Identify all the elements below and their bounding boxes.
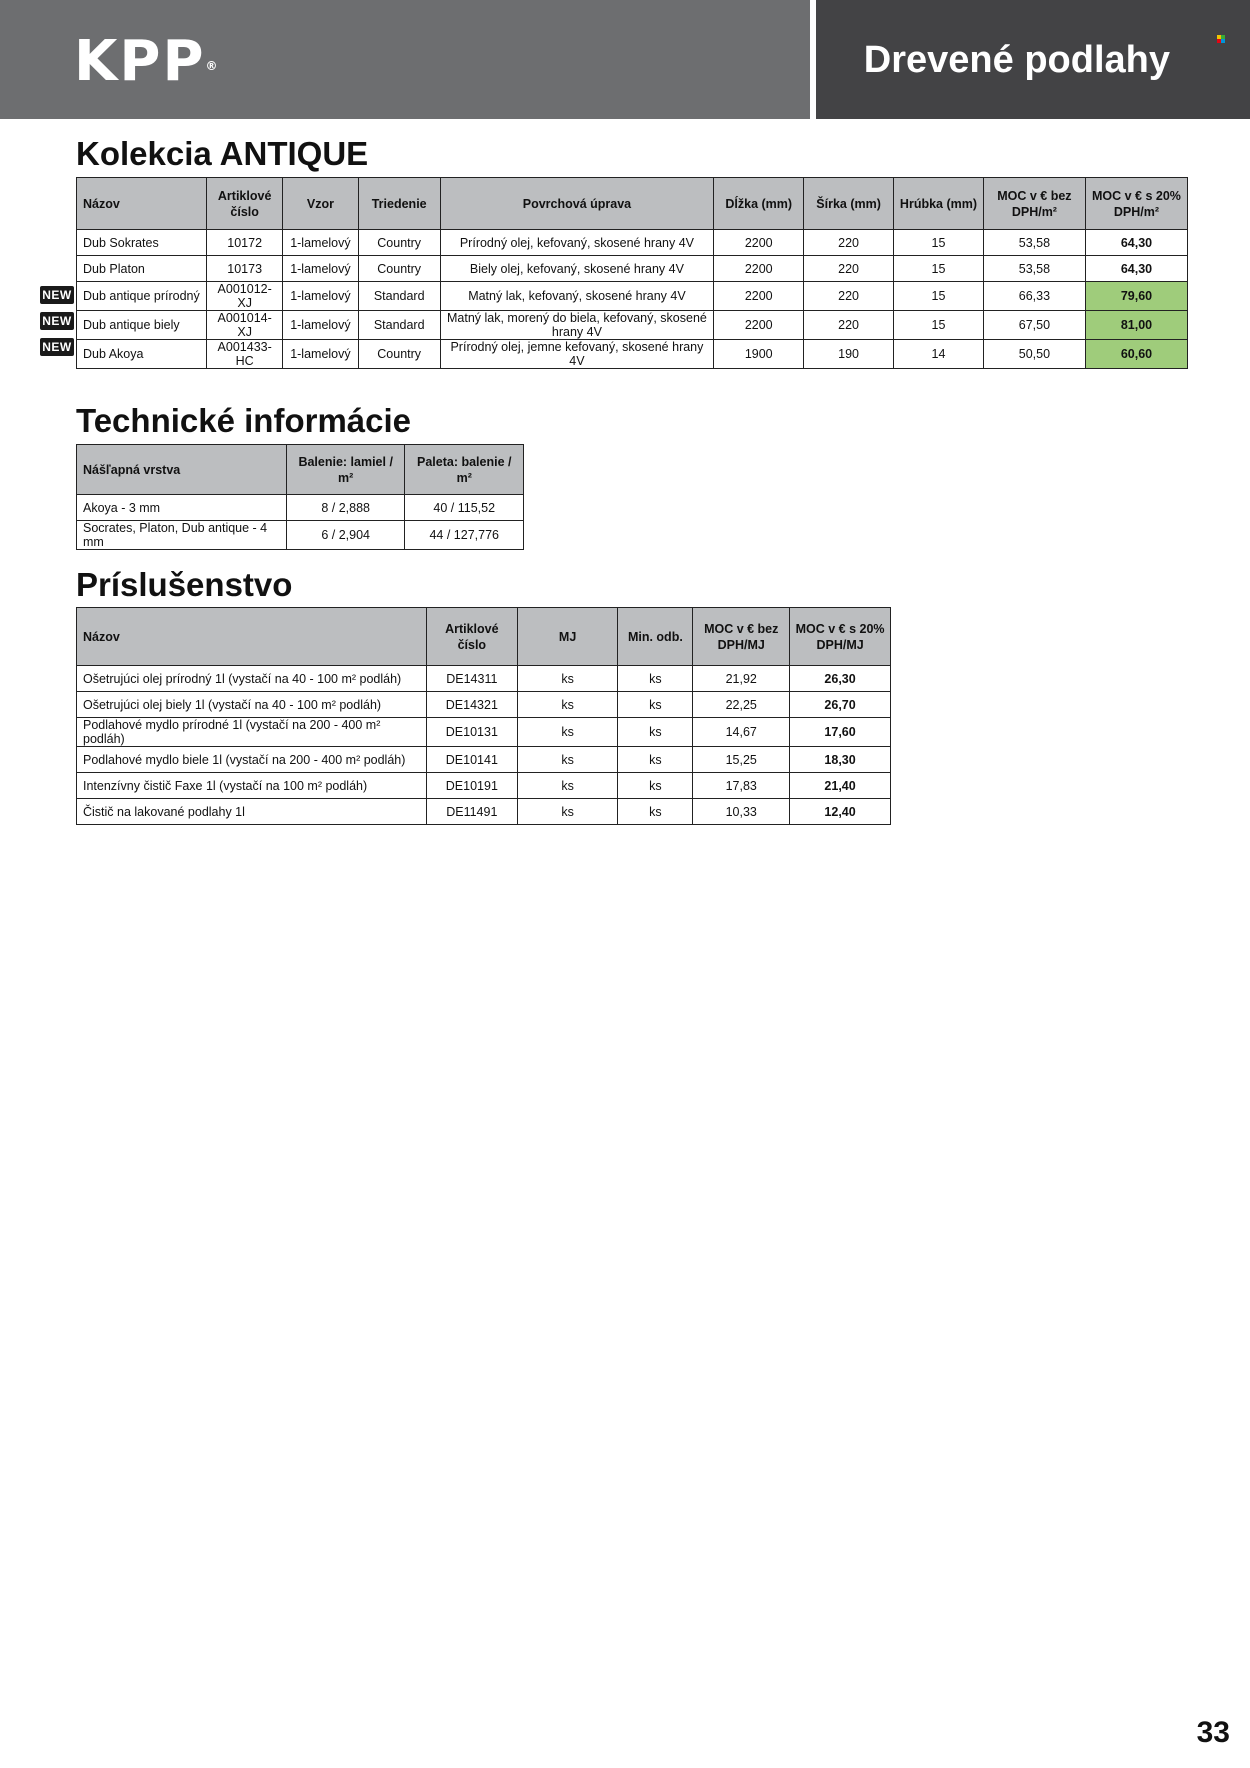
col-triedenie: Triedenie <box>358 178 440 230</box>
cell-moc-bez: 53,58 <box>983 256 1085 282</box>
cell-hrubka: 15 <box>894 256 984 282</box>
cell-acc-min: ks <box>618 747 693 773</box>
cell-dlzka: 2200 <box>714 311 804 340</box>
cell-moc-bez: 67,50 <box>983 311 1085 340</box>
tech-title: Technické informácie <box>76 402 412 439</box>
color-dot <box>1221 39 1225 43</box>
cell-acc-nazov: Podlahové mydlo biele 1l (vystačí na 200 - 400 m² podláh) <box>77 747 427 773</box>
cell-sirka: 220 <box>804 256 894 282</box>
table-row <box>77 718 891 747</box>
new-badge: NEW <box>40 338 74 356</box>
cell-acc-s: 26,70 <box>790 692 891 718</box>
cell-artikel: 10173 <box>207 256 283 282</box>
cell-paleta: 44 / 127,776 <box>405 521 524 550</box>
cell-nazov: Dub antique biely <box>77 311 207 340</box>
cell-acc-mj: ks <box>517 718 618 747</box>
col-dlzka: Dĺžka (mm) <box>714 178 804 230</box>
cell-artikel: A001433-HC <box>207 340 283 369</box>
table-row <box>77 311 1188 340</box>
cell-nazov: Dub Akoya <box>77 340 207 369</box>
cell-hrubka: 14 <box>894 340 984 369</box>
cell-artikel: 10172 <box>207 230 283 256</box>
cell-triedenie: Country <box>358 230 440 256</box>
cell-sirka: 220 <box>804 282 894 311</box>
cell-artikel: A001012-XJ <box>207 282 283 311</box>
col-moc-bez: MOC v € bez DPH/m² <box>983 178 1085 230</box>
color-dots-icon <box>1217 35 1225 43</box>
cell-acc-nazov: Ošetrujúci olej prírodný 1l (vystačí na 40 - 100 m² podláh) <box>77 666 427 692</box>
cell-uprava: Prírodný olej, jemne kefovaný, skosené hrany 4V <box>440 340 714 369</box>
col-nazov: Názov <box>77 178 207 230</box>
cell-acc-mj: ks <box>517 692 618 718</box>
logo-text: KPP <box>74 29 206 94</box>
cell-moc-s: 81,00 <box>1085 311 1187 340</box>
table-row <box>77 773 891 799</box>
table-row <box>77 282 1188 311</box>
cell-moc-bez: 50,50 <box>983 340 1085 369</box>
cell-acc-min: ks <box>618 666 693 692</box>
cell-acc-s: 12,40 <box>790 799 891 825</box>
col-balenie: Balenie: lamiel / m² <box>286 445 405 495</box>
cell-uprava: Matný lak, morený do biela, kefovaný, skosené hrany 4V <box>440 311 714 340</box>
cell-acc-min: ks <box>618 799 693 825</box>
cell-sirka: 220 <box>804 311 894 340</box>
cell-vzor: 1-lamelový <box>283 230 359 256</box>
col-artikel: Artiklové číslo <box>207 178 283 230</box>
cell-acc-nazov: Čistič na lakované podlahy 1l <box>77 799 427 825</box>
col-acc-s: MOC v € s 20% DPH/MJ <box>790 608 891 666</box>
cell-acc-nazov: Podlahové mydlo prírodné 1l (vystačí na 200 - 400 m² podláh) <box>77 718 427 747</box>
cell-triedenie: Standard <box>358 311 440 340</box>
cell-acc-bez: 22,25 <box>693 692 790 718</box>
cell-acc-s: 17,60 <box>790 718 891 747</box>
table-row <box>77 692 891 718</box>
table-row <box>77 747 891 773</box>
cell-acc-mj: ks <box>517 799 618 825</box>
table-row <box>77 799 891 825</box>
cell-moc-bez: 53,58 <box>983 230 1085 256</box>
col-acc-min: Min. odb. <box>618 608 693 666</box>
cell-acc-s: 26,30 <box>790 666 891 692</box>
table-row <box>77 230 1188 256</box>
col-acc-mj: MJ <box>517 608 618 666</box>
antique-title: Kolekcia ANTIQUE <box>76 135 369 172</box>
cell-vzor: 1-lamelový <box>283 256 359 282</box>
cell-acc-artikel: DE10141 <box>426 747 517 773</box>
acc-table <box>76 607 891 825</box>
cell-acc-artikel: DE10131 <box>426 718 517 747</box>
cell-sirka: 190 <box>804 340 894 369</box>
col-acc-bez: MOC v € bez DPH/MJ <box>693 608 790 666</box>
col-vzor: Vzor <box>283 178 359 230</box>
cell-acc-min: ks <box>618 692 693 718</box>
cell-paleta: 40 / 115,52 <box>405 495 524 521</box>
cell-acc-nazov: Intenzívny čistič Faxe 1l (vystačí na 100 m² podláh) <box>77 773 427 799</box>
section-title: Drevené podlahy <box>863 39 1170 81</box>
cell-uprava: Prírodný olej, kefovaný, skosené hrany 4V <box>440 230 714 256</box>
cell-acc-artikel: DE10191 <box>426 773 517 799</box>
cell-acc-artikel: DE14321 <box>426 692 517 718</box>
cell-moc-s: 60,60 <box>1085 340 1187 369</box>
cell-acc-artikel: DE11491 <box>426 799 517 825</box>
cell-acc-s: 18,30 <box>790 747 891 773</box>
cell-moc-bez: 66,33 <box>983 282 1085 311</box>
col-moc-s: MOC v € s 20% DPH/m² <box>1085 178 1187 230</box>
new-badge: NEW <box>40 312 74 330</box>
cell-moc-s: 79,60 <box>1085 282 1187 311</box>
cell-dlzka: 1900 <box>714 340 804 369</box>
col-sirka: Šírka (mm) <box>804 178 894 230</box>
cell-vrstva: Socrates, Platon, Dub antique - 4 mm <box>77 521 287 550</box>
cell-vzor: 1-lamelový <box>283 340 359 369</box>
logo-registered-mark: ® <box>205 59 220 73</box>
cell-uprava: Biely olej, kefovaný, skosené hrany 4V <box>440 256 714 282</box>
cell-triedenie: Standard <box>358 282 440 311</box>
cell-vzor: 1-lamelový <box>283 282 359 311</box>
cell-triedenie: Country <box>358 340 440 369</box>
antique-table <box>76 177 1188 369</box>
new-badge: NEW <box>40 286 74 304</box>
cell-dlzka: 2200 <box>714 256 804 282</box>
col-hrubka: Hrúbka (mm) <box>894 178 984 230</box>
cell-acc-artikel: DE14311 <box>426 666 517 692</box>
cell-dlzka: 2200 <box>714 282 804 311</box>
acc-title: Príslušenstvo <box>76 566 293 603</box>
table-row <box>77 495 524 521</box>
cell-balenie: 6 / 2,904 <box>286 521 405 550</box>
cell-vzor: 1-lamelový <box>283 311 359 340</box>
cell-acc-bez: 21,92 <box>693 666 790 692</box>
tech-table <box>76 444 524 550</box>
col-vrstva: Nášľapná vrstva <box>77 445 287 495</box>
cell-triedenie: Country <box>358 256 440 282</box>
cell-moc-s: 64,30 <box>1085 230 1187 256</box>
table-row <box>77 340 1188 369</box>
table-row <box>77 666 891 692</box>
cell-vrstva: Akoya - 3 mm <box>77 495 287 521</box>
cell-acc-mj: ks <box>517 773 618 799</box>
cell-acc-mj: ks <box>517 666 618 692</box>
page-number: 33 <box>1196 1716 1230 1749</box>
cell-dlzka: 2200 <box>714 230 804 256</box>
cell-nazov: Dub antique prírodný <box>77 282 207 311</box>
cell-acc-bez: 17,83 <box>693 773 790 799</box>
table-row <box>77 256 1188 282</box>
col-acc-nazov: Názov <box>77 608 427 666</box>
cell-uprava: Matný lak, kefovaný, skosené hrany 4V <box>440 282 714 311</box>
cell-acc-bez: 15,25 <box>693 747 790 773</box>
cell-acc-mj: ks <box>517 747 618 773</box>
cell-nazov: Dub Sokrates <box>77 230 207 256</box>
kpp-logo <box>74 29 220 94</box>
col-uprava: Povrchová úprava <box>440 178 714 230</box>
cell-acc-nazov: Ošetrujúci olej biely 1l (vystačí na 40 - 100 m² podláh) <box>77 692 427 718</box>
cell-sirka: 220 <box>804 230 894 256</box>
cell-moc-s: 64,30 <box>1085 256 1187 282</box>
cell-acc-min: ks <box>618 718 693 747</box>
cell-acc-bez: 10,33 <box>693 799 790 825</box>
cell-hrubka: 15 <box>894 311 984 340</box>
cell-hrubka: 15 <box>894 230 984 256</box>
cell-balenie: 8 / 2,888 <box>286 495 405 521</box>
cell-hrubka: 15 <box>894 282 984 311</box>
cell-artikel: A001014-XJ <box>207 311 283 340</box>
col-paleta: Paleta: balenie / m² <box>405 445 524 495</box>
table-row <box>77 521 524 550</box>
cell-acc-min: ks <box>618 773 693 799</box>
cell-nazov: Dub Platon <box>77 256 207 282</box>
col-acc-artikel: Artiklové číslo <box>426 608 517 666</box>
cell-acc-s: 21,40 <box>790 773 891 799</box>
cell-acc-bez: 14,67 <box>693 718 790 747</box>
